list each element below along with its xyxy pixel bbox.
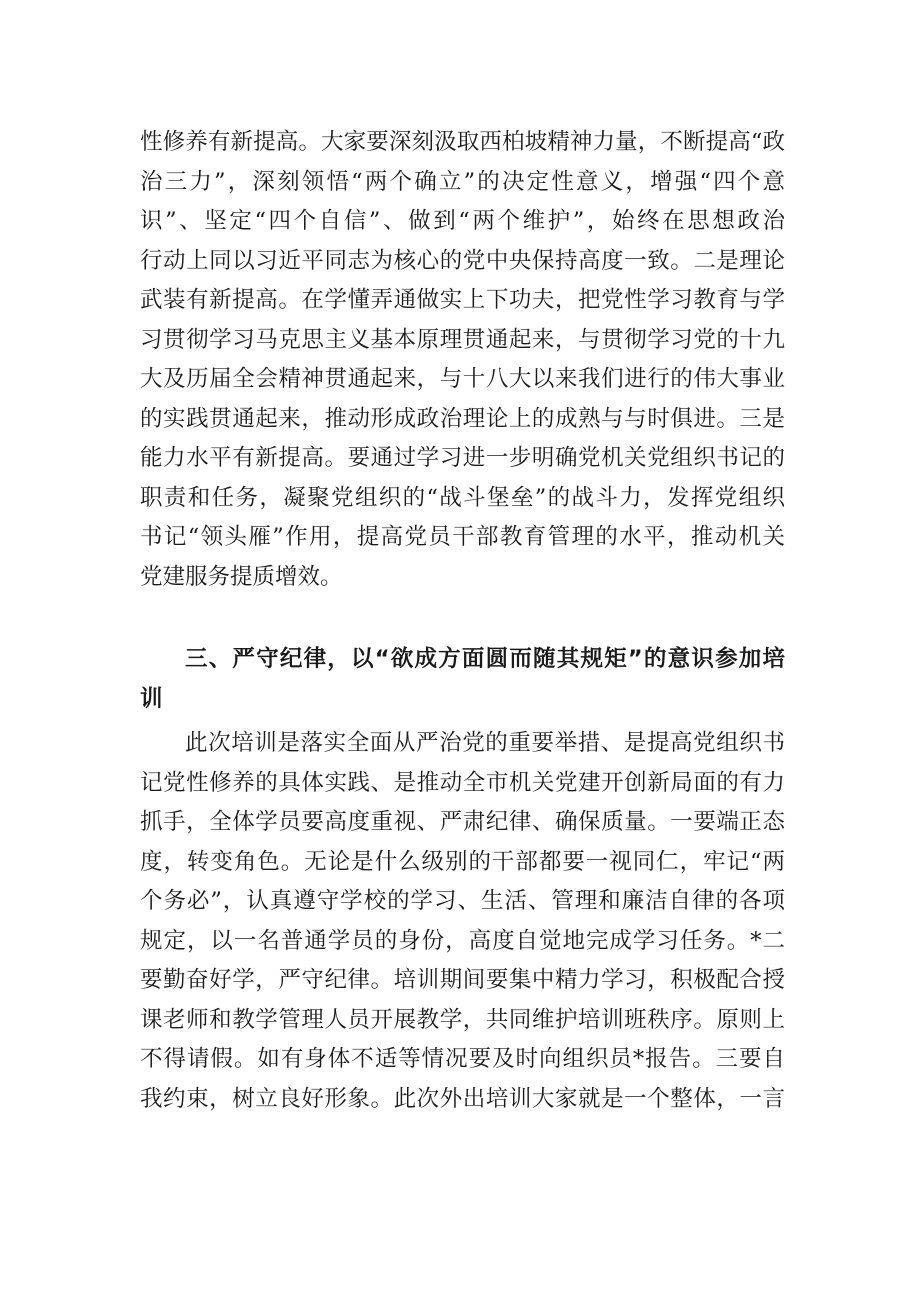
paragraph-line: 行动上同以习近平同志为核心的党中央保持高度一致。二是理论 (140, 247, 785, 274)
paragraph-line: 书记“领头雁”作用，提高党员干部教育管理的水平，推动机关 (140, 524, 785, 550)
heading-line: 三、严守纪律，以“欲成方面圆而随其规矩”的意识参加培 (185, 646, 785, 672)
paragraph-line: 的实践贯通起来，推动形成政治理论上的成熟与与时俱进。三是 (140, 405, 785, 432)
paragraph-line: 武装有新提高。在学懂弄通做实上下功夫，把党性学习教育与学 (140, 287, 785, 313)
paragraph-line: 党建服务提质增效。 (140, 563, 343, 590)
paragraph-2 (140, 724, 785, 1119)
heading-line: 训 (140, 685, 163, 712)
paragraph-line: 性修养有新提高。大家要深刻汲取西柏坡精神力量，不断提高“政 (140, 129, 785, 155)
paragraph-line: 课老师和教学管理人员开展教学，共同维护培训班秩序。原则上 (140, 1006, 785, 1033)
paragraph-line: 不得请假。如有身体不适等情况要及时向组织员*报告。三要自 (140, 1046, 785, 1072)
paragraph-line: 度，转变角色。无论是什么级别的干部都要一视同仁，牢记“两 (140, 848, 785, 875)
paragraph-line: 个务必”，认真遵守学校的学习、生活、管理和廉洁自律的各项 (140, 888, 785, 914)
paragraph-line: 职责和任务，凝聚党组织的“战斗堡垒”的战斗力，发挥党组织 (140, 484, 785, 511)
paragraph-line: 此次培训是落实全面从严治党的重要举措、是提高党组织书 (185, 730, 785, 756)
paragraph-line: 记党性修养的具体实践、是推动全市机关党建开创新局面的有力 (140, 769, 785, 796)
paragraph-line: 能力水平有新提高。要通过学习进一步明确党机关党组织书记的 (140, 445, 785, 471)
paragraph-line: 抓手，全体学员要高度重视、严肃纪律、确保质量。一要端正态 (140, 809, 785, 835)
paragraph-1 (140, 123, 785, 597)
paragraph-line: 大及历届全会精神贯通起来，与十八大以来我们进行的伟大事业 (140, 366, 785, 392)
section-heading (140, 640, 785, 719)
paragraph-line: 要勤奋好学，严守纪律。培训期间要集中精力学习，积极配合授 (140, 967, 785, 993)
paragraph-line: 习贯彻学习马克思主义基本原理贯通起来，与贯彻学习党的十九 (140, 326, 785, 353)
paragraph-line: 规定，以一名普通学员的身份，高度自觉地完成学习任务。*二 (140, 927, 785, 954)
paragraph-line: 治三力”，深刻领悟“两个确立”的决定性意义，增强“四个意 (140, 168, 785, 195)
paragraph-line: 我约束，树立良好形象。此次外出培训大家就是一个整体，一言 (140, 1085, 785, 1112)
paragraph-line: 识”、坚定“四个自信”、做到“两个维护”，始终在思想政治 (140, 208, 785, 234)
